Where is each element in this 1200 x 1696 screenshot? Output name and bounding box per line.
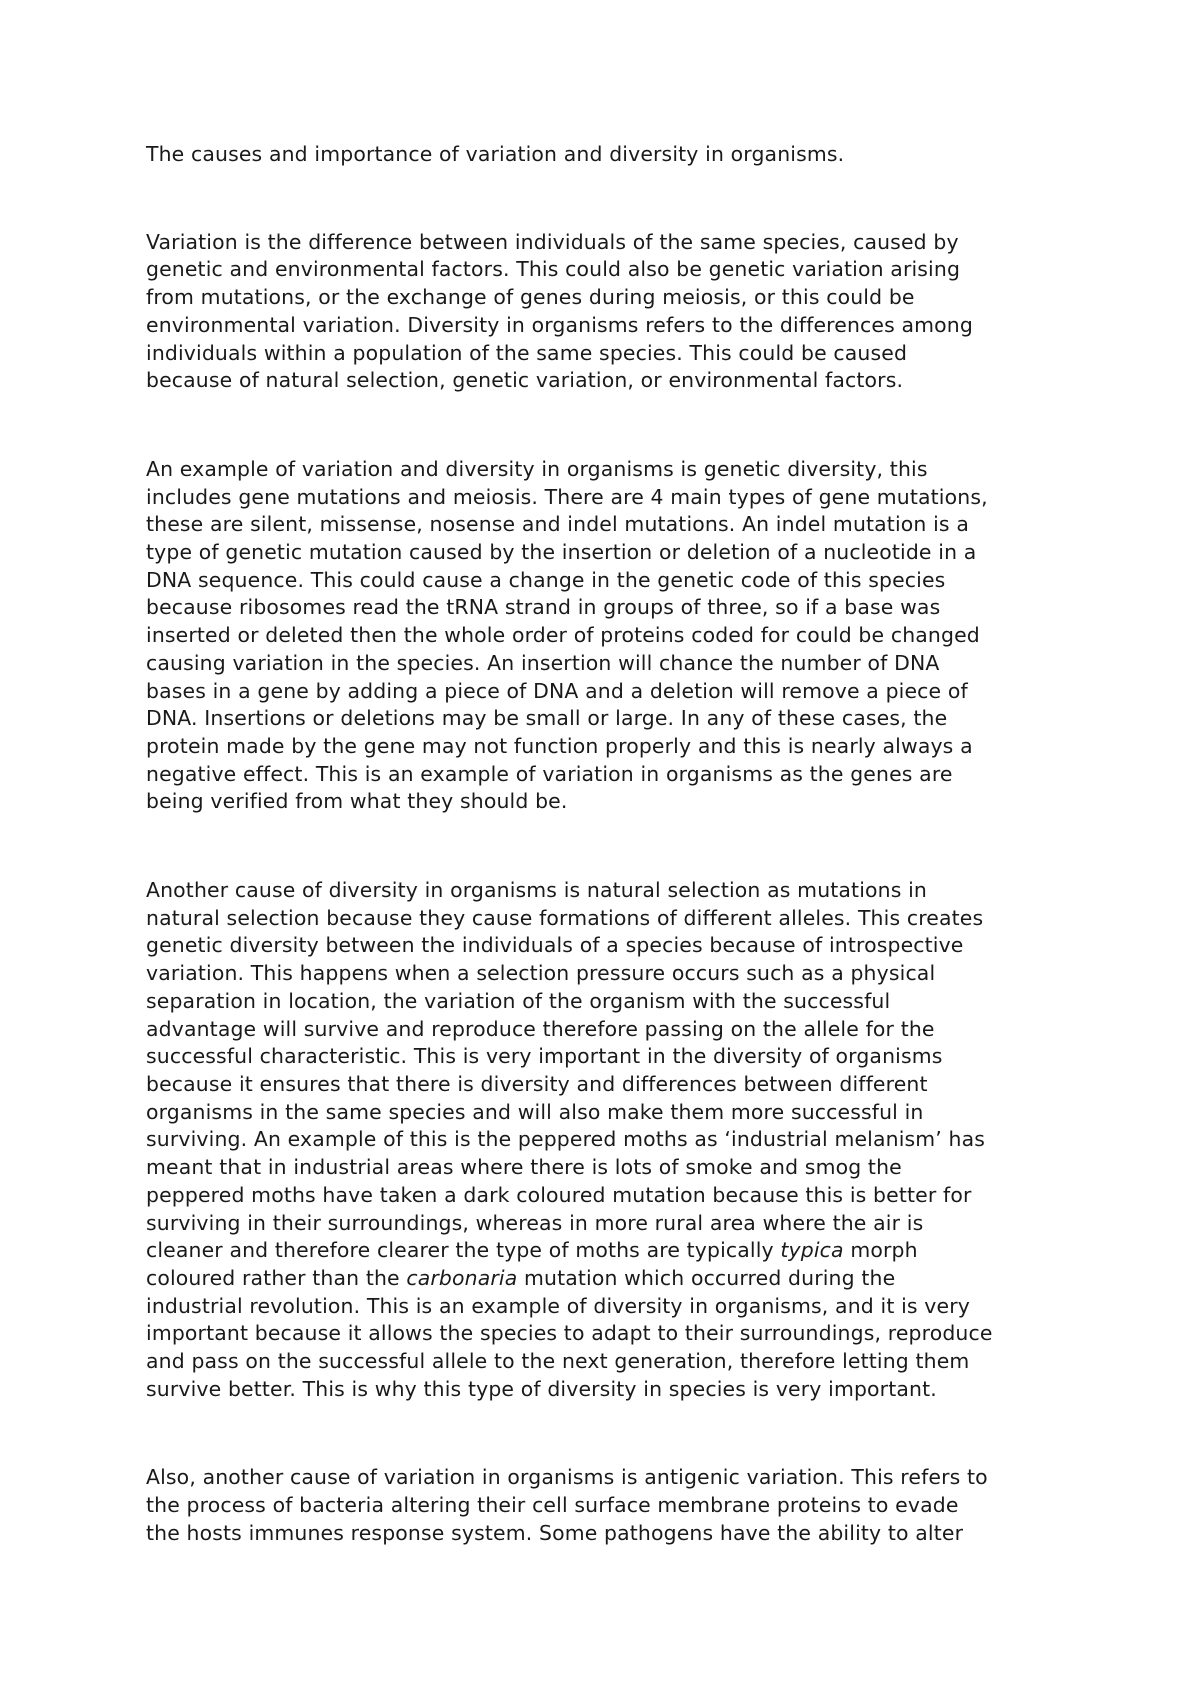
text-line: environmental variation. Diversity in organisms refers to the differences among (146, 312, 973, 337)
text-line: being verified from what they should be. (146, 789, 568, 814)
text-line-carbonaria (146, 1265, 1071, 1293)
text-line: these are silent, missense, nosense and indel mutations. An indel mutation is a (146, 512, 969, 537)
text-line: because ribosomes read the tRNA strand in groups of three, so if a base was (146, 595, 941, 620)
text-line: organisms in the same species and will also make them more successful in (146, 1099, 924, 1124)
italic-term-typica: typica (780, 1238, 844, 1263)
text-line: includes gene mutations and meiosis. There are 4 main types of gene mutations, (146, 484, 988, 509)
text-segment: coloured rather than the (146, 1265, 407, 1290)
text-line: separation in location, the variation of the organism with the successful (146, 988, 891, 1013)
text-line: survive better. This is why this type of diversity in species is very important. (146, 1376, 937, 1401)
text-line: from mutations, or the exchange of genes during meiosis, or this could be (146, 285, 915, 310)
text-line: important because it allows the species to adapt to their surroundings, reproduce (146, 1321, 993, 1346)
text-segment: morph (843, 1238, 918, 1263)
text-line: type of genetic mutation caused by the insertion or deletion of a nucleotide in a (146, 540, 977, 565)
paragraph-natural-selection (146, 877, 1071, 1403)
text-line-typica (146, 1237, 1071, 1265)
paragraph-definition (146, 229, 1071, 395)
text-line: variation. This happens when a selection pressure occurs such as a physical (146, 961, 936, 986)
text-line: natural selection because they cause formations of different alleles. This creates (146, 905, 984, 930)
text-line: peppered moths have taken a dark coloured mutation because this is better for (146, 1182, 972, 1207)
text-line: protein made by the gene may not function properly and this is nearly always a (146, 733, 973, 758)
text-line: Also, another cause of variation in organisms is antigenic variation. This refers to (146, 1465, 988, 1490)
text-line: genetic diversity between the individuals of a species because of introspective (146, 933, 964, 958)
paragraph-antigenic-variation (146, 1464, 1071, 1547)
text-line: causing variation in the species. An insertion will chance the number of DNA (146, 650, 940, 675)
text-line: the process of bacteria altering their cell surface membrane proteins to evade (146, 1493, 959, 1518)
document-body (146, 141, 1071, 1548)
text-line: successful characteristic. This is very important in the diversity of organisms (146, 1044, 943, 1069)
text-line: because it ensures that there is diversity and differences between different (146, 1071, 928, 1096)
text-line: Another cause of diversity in organisms is natural selection as mutations in (146, 878, 928, 903)
text-segment: cleaner and therefore clearer the type of moths are typically (146, 1238, 781, 1263)
text-line: bases in a gene by adding a piece of DNA and a deletion will remove a piece of (146, 678, 968, 703)
text-line: meant that in industrial areas where there is lots of smoke and smog the (146, 1155, 902, 1180)
text-line: An example of variation and diversity in organisms is genetic diversity, this (146, 456, 928, 481)
document-title: The causes and importance of variation and diversity in organisms. (146, 142, 845, 166)
text-line: individuals within a population of the same species. This could be caused (146, 340, 908, 365)
text-line: Variation is the difference between individuals of the same species, caused by (146, 229, 959, 254)
text-line: DNA. Insertions or deletions may be small or large. In any of these cases, the (146, 706, 948, 731)
text-line: surviving. An example of this is the peppered moths as ‘industrial melanism’ has (146, 1127, 986, 1152)
text-line: DNA sequence. This could cause a change in the genetic code of this species (146, 567, 946, 592)
text-line: surviving in their surroundings, whereas in more rural area where the air is (146, 1210, 924, 1235)
text-line: the hosts immunes response system. Some pathogens have the ability to alter (146, 1520, 964, 1545)
text-line: inserted or deleted then the whole order of proteins coded for could be changed (146, 623, 980, 648)
paragraph-genetic-diversity (146, 456, 1071, 816)
text-segment: mutation which occurred during the (517, 1265, 896, 1290)
italic-term-carbonaria: carbonaria (406, 1265, 518, 1290)
text-line: and pass on the successful allele to the next generation, therefore letting them (146, 1349, 970, 1374)
text-line: because of natural selection, genetic variation, or environmental factors. (146, 368, 904, 393)
text-line: genetic and environmental factors. This could also be genetic variation arising (146, 257, 961, 282)
text-line: negative effect. This is an example of variation in organisms as the genes are (146, 761, 953, 786)
text-line: advantage will survive and reproduce therefore passing on the allele for the (146, 1016, 935, 1041)
text-line: industrial revolution. This is an example of diversity in organisms, and it is very (146, 1293, 970, 1318)
